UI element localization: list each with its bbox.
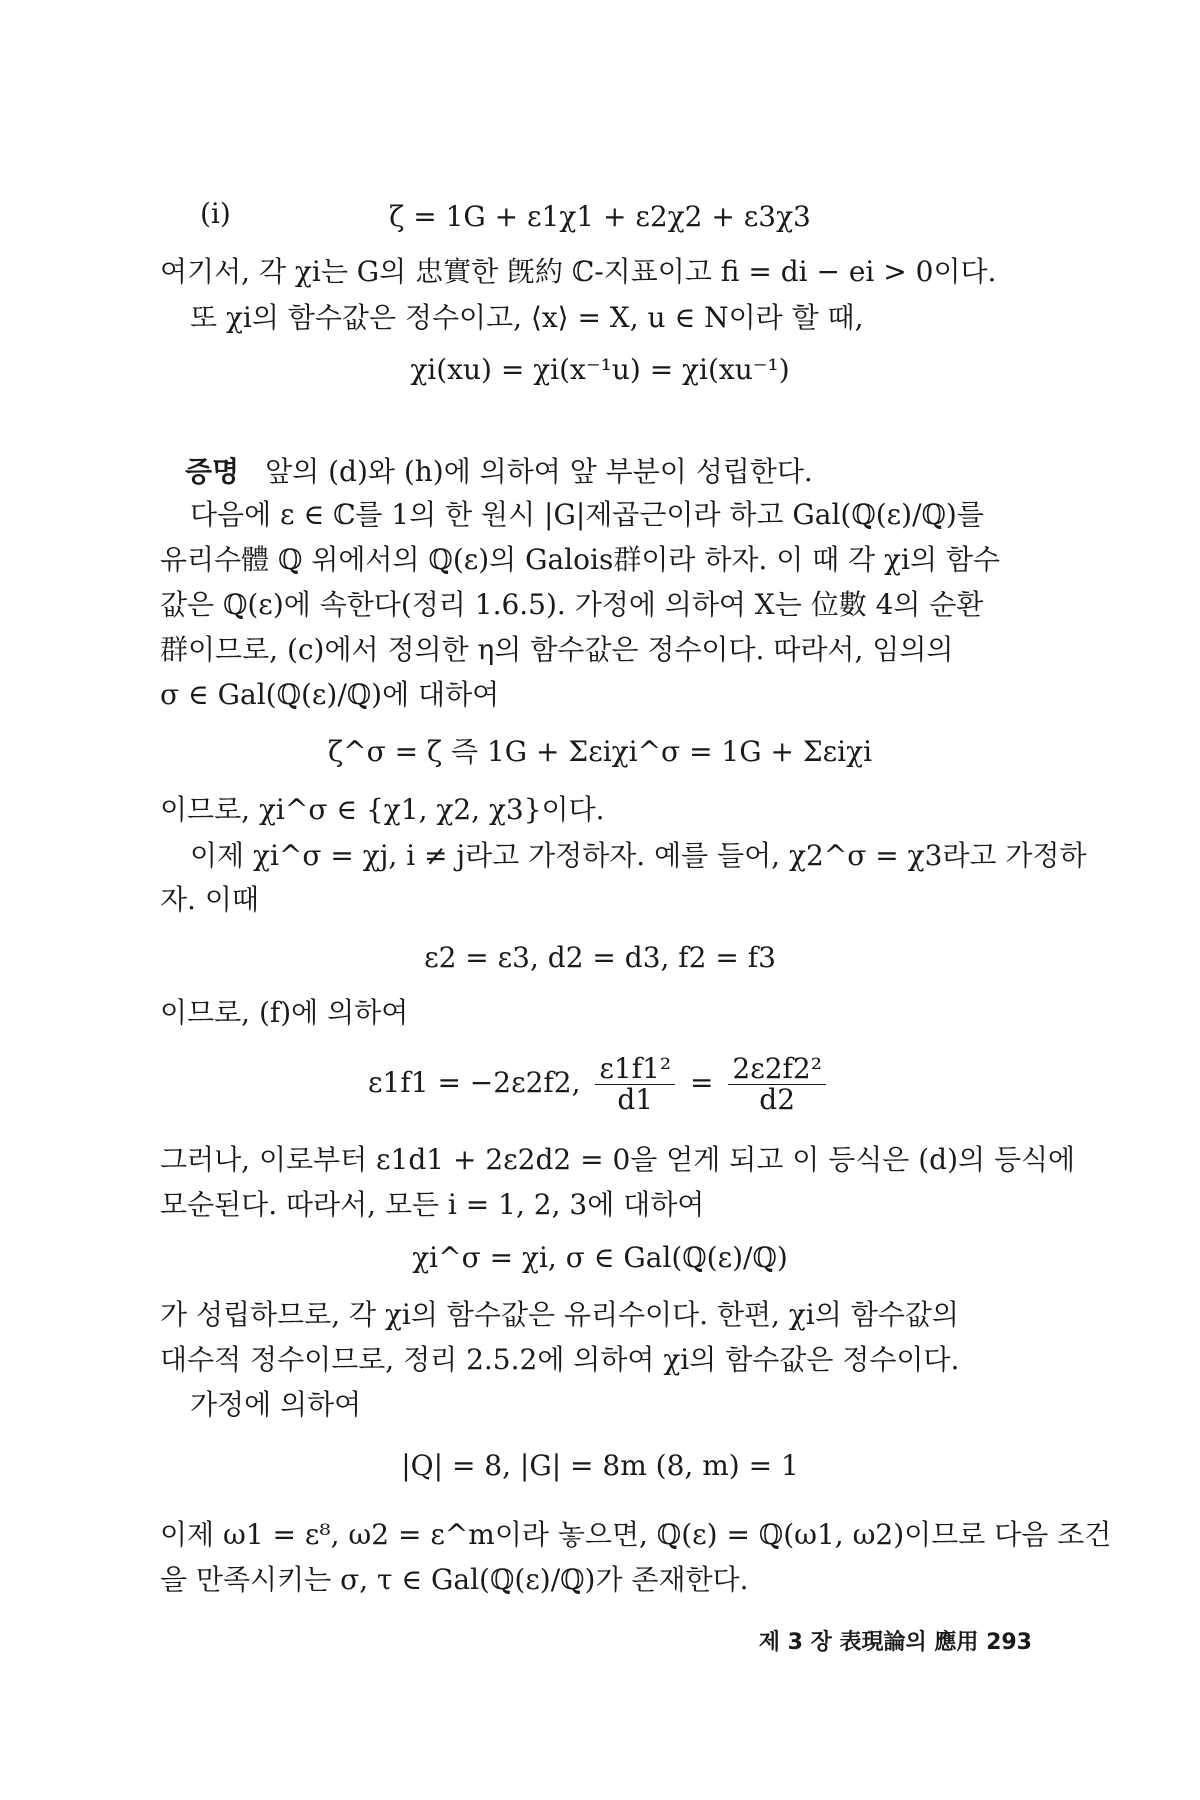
equation-zeta: ζ = 1G + ε1χ1 + ε2χ2 + ε3χ3 <box>389 200 811 233</box>
page-footer: 제 3 장 表現論의 應用 293 <box>758 1630 1032 1655</box>
paragraph-line: 다음에 ε ∈ ℂ를 1의 한 원시 |G|제곱근이라 하고 Gal(ℚ(ε)/ℚ)를 <box>190 498 984 531</box>
equation-character: χi(xu) = χi(x⁻¹u) = χi(xu⁻¹) <box>410 353 790 386</box>
paragraph-line: 모순된다. 따라서, 모든 i = 1, 2, 3에 대하여 <box>160 1188 705 1221</box>
item-label: (i) <box>200 197 231 230</box>
proof-label: 증명 <box>185 455 240 488</box>
equation-orders: |Q| = 8, |G| = 8m (8, m) = 1 <box>401 1449 799 1482</box>
paragraph-line: 이제 ω1 = ε⁸, ω2 = ε^m이라 놓으면, ℚ(ε) = ℚ(ω1, ω2)이므로 다음 조건 <box>160 1518 1112 1551</box>
paragraph-line: 그러나, 이로부터 ε1d1 + 2ε2d2 = 0을 얻게 되고 이 등식은 (d)의 등식에 <box>160 1143 1076 1176</box>
equation-galois-action: ζ^σ = ζ 즉 1G + Σεiχi^σ = 1G + Σεiχi <box>327 735 873 768</box>
paragraph-line: 값은 ℚ(ε)에 속한다(정리 1.6.5). 가정에 의하여 X는 位數 4의 순환 <box>160 588 984 621</box>
equation-epsilon: ε2 = ε3, d2 = d3, f2 = f3 <box>424 941 776 974</box>
paragraph-line: 여기서, 각 χi는 G의 忠實한 旣約 ℂ-지표이고 fi = di − ei > 0이다. <box>160 255 997 288</box>
paragraph-line: 가정에 의하여 <box>190 1388 362 1421</box>
fraction-1-denominator: d1 <box>617 1083 654 1116</box>
fraction-1-numerator: ε1f1² <box>595 1054 675 1085</box>
fraction-2-denominator: d2 <box>759 1083 796 1116</box>
equation-f-equals: = <box>690 1066 714 1099</box>
fraction-1 <box>595 1054 675 1115</box>
fraction-2 <box>728 1054 826 1115</box>
proof-text: 앞의 (d)와 (h)에 의하여 앞 부분이 성립한다. <box>265 455 813 488</box>
equation-f <box>0 1050 1200 1116</box>
paragraph-line: 자. 이때 <box>160 883 259 916</box>
paragraph-line: 을 만족시키는 σ, τ ∈ Gal(ℚ(ε)/ℚ)가 존재한다. <box>160 1563 749 1596</box>
paragraph-line: 이므로, (f)에 의하여 <box>160 996 409 1029</box>
paragraph-line: 또 χi의 함수값은 정수이고, ⟨x⟩ = X, u ∈ N이라 할 때, <box>190 301 864 334</box>
paragraph-line: 대수적 정수이므로, 정리 2.5.2에 의하여 χi의 함수값은 정수이다. <box>160 1343 960 1376</box>
paragraph-line: σ ∈ Gal(ℚ(ε)/ℚ)에 대하여 <box>160 678 500 711</box>
paragraph-line: 유리수體 ℚ 위에서의 ℚ(ε)의 Galois群이라 하자. 이 때 각 χi의 함수 <box>160 543 1001 576</box>
equation-galois-fixed: χi^σ = χi, σ ∈ Gal(ℚ(ε)/ℚ) <box>412 1241 788 1274</box>
paragraph-line: 群이므로, (c)에서 정의한 η의 함수값은 정수이다. 따라서, 임의의 <box>160 633 954 666</box>
paragraph-line: 이제 χi^σ = χj, i ≠ j라고 가정하자. 예를 들어, χ2^σ = χ3라고 가정하 <box>190 839 1087 872</box>
paragraph-line: 이므로, χi^σ ∈ {χ1, χ2, χ3}이다. <box>160 793 605 826</box>
paragraph-line: 가 성립하므로, 각 χi의 함수값은 유리수이다. 한편, χi의 함수값의 <box>160 1298 959 1331</box>
proof-line <box>185 452 813 492</box>
equation-f-left: ε1f1 = −2ε2f2, <box>368 1066 581 1099</box>
fraction-2-numerator: 2ε2f2² <box>728 1054 826 1085</box>
